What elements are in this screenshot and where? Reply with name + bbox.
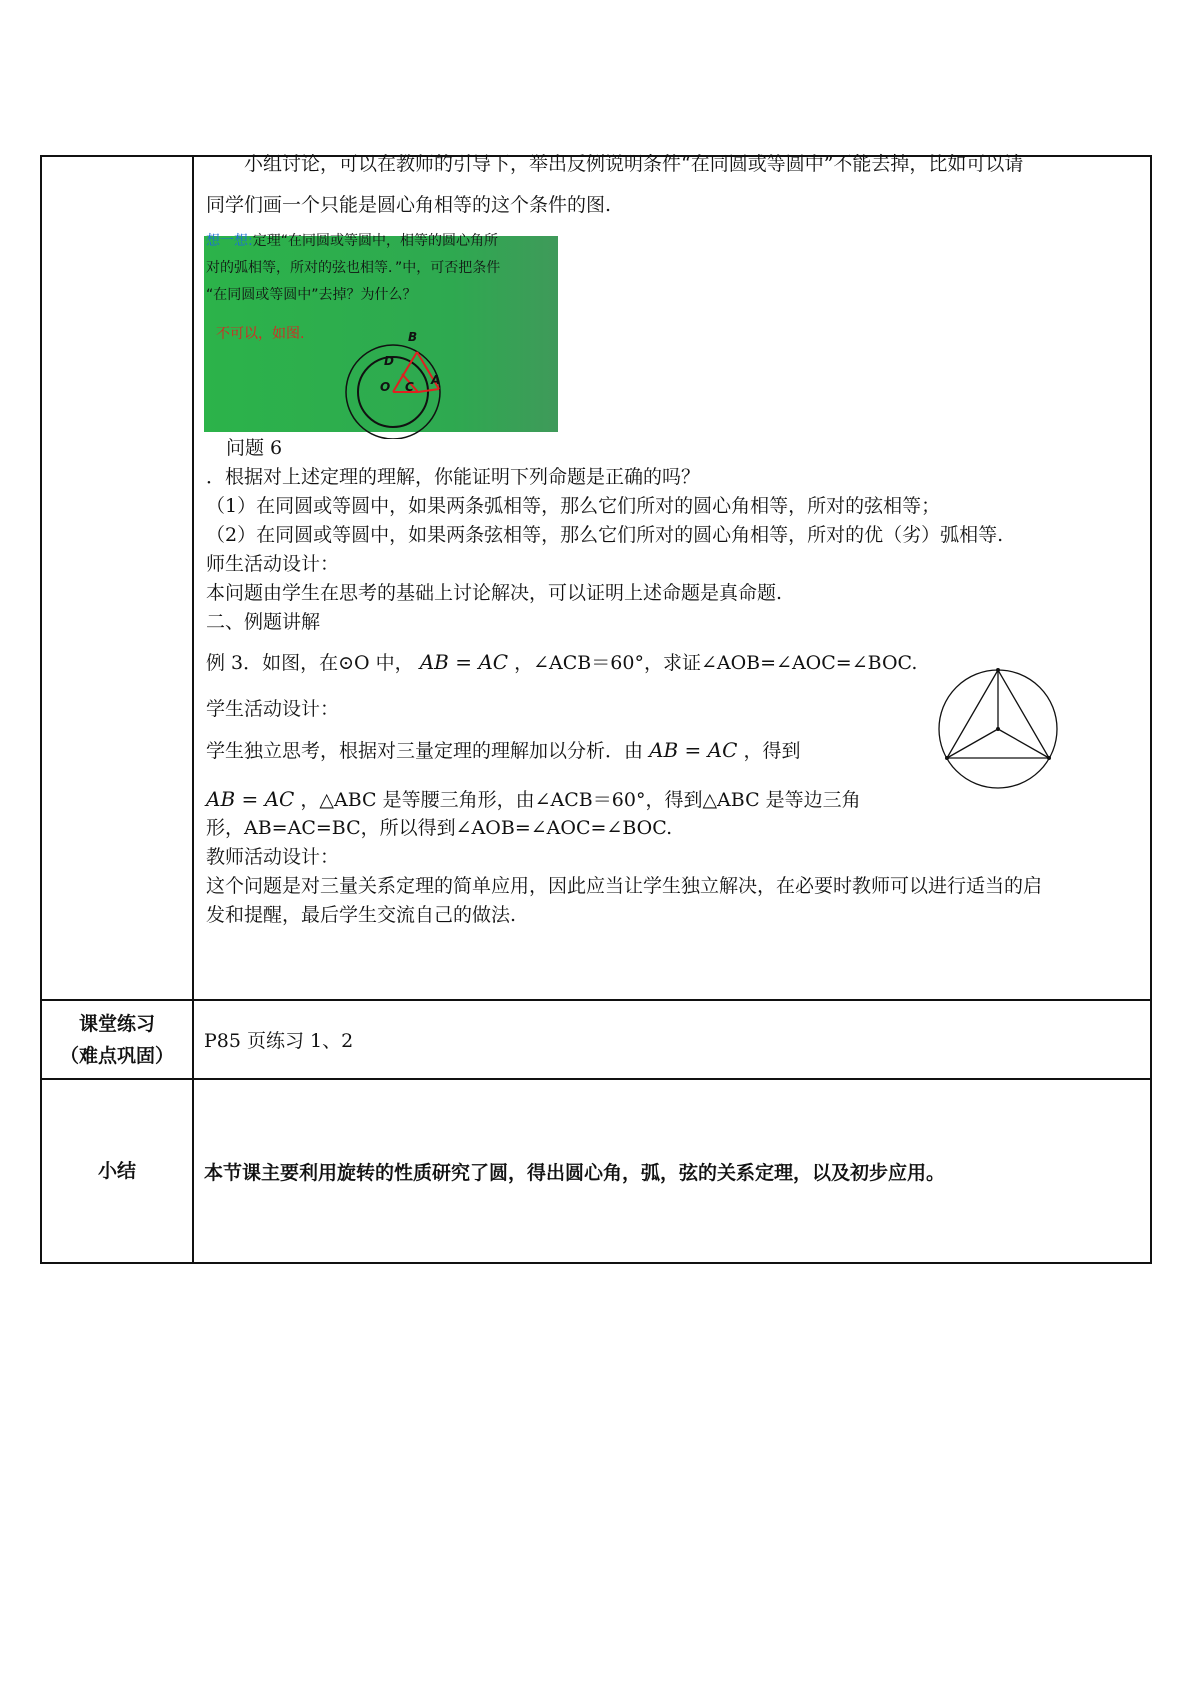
- slide-prompt-line-2: 对的弧相等，所对的弦也相等．”中，可否把条件: [206, 260, 501, 276]
- slide-prompt-line-3: “在同圆或等圆中”去掉？为什么？: [206, 287, 417, 303]
- example-3-math: AB = AC: [419, 650, 509, 674]
- lesson-plan-table: [40, 155, 1152, 1264]
- derive-line-2: 形，AB=AC=BC，所以得到∠AOB=∠AOC=∠BOC.: [206, 817, 673, 839]
- content-cell: [193, 153, 1151, 1000]
- slide-prompt-line-1: 想一想:定理“在同圆或等圆中，相等的圆心角所: [206, 233, 498, 249]
- slide-label-c: C: [405, 380, 414, 394]
- question-6-title: 问题 6: [226, 437, 283, 459]
- slide-prompt-label: 想一想:: [206, 233, 253, 249]
- summary-content-cell: [193, 1079, 1151, 1263]
- derive-math: AB = AC: [206, 787, 295, 811]
- design-text: 本问题由学生在思考的基础上讨论解决，可以证明上述命题是真命题.: [206, 582, 783, 604]
- question-6-item-1: （1）在同圆或等圆中，如果两条弧相等，那么它们所对的圆心角相等，所对的弦相等；: [206, 495, 941, 517]
- discussion-line-2: 同学们画一个只能是圆心角相等的这个条件的图.: [206, 194, 612, 216]
- practice-label-line-1: 课堂练习: [78, 1012, 155, 1035]
- example-3-figure: [934, 665, 1062, 795]
- question-6-text: ．根据对上述定理的理解，你能证明下列命题是正确的吗？: [206, 466, 701, 488]
- summary-content: 本节课主要利用旋转的性质研究了圆，得出圆心角，弧，弦的关系定理，以及初步应用。: [204, 1161, 946, 1184]
- example-3-line: 例 3．如图，在⊙O 中， AB = AC ，∠ACB＝60°，求证∠AOB=∠AOC=∠BOC.: [206, 650, 918, 674]
- practice-content: P85 页练习 1、2: [204, 1030, 354, 1052]
- figure-vertex-top: [996, 668, 1000, 672]
- summary-label-cell: [41, 1079, 193, 1263]
- student-math: AB = AC: [649, 738, 738, 762]
- slide-label-b: B: [408, 330, 418, 344]
- label-cell-empty: [41, 156, 193, 1000]
- discussion-line-1: 小组讨论，可以在教师的引导下，举出反例说明条件“在同圆或等圆中”不能去掉，比如可以请: [244, 153, 1024, 175]
- teacher-line-1: 这个问题是对三量关系定理的简单应用，因此应当让学生独立解决，在必要时教师可以进行适当的启: [206, 875, 1043, 897]
- figure-radius-b: [947, 729, 998, 758]
- slide-label-d: D: [384, 354, 394, 368]
- figure-vertex-right: [1047, 756, 1051, 760]
- table-row: [41, 156, 1151, 1000]
- question-6-item-2: （2）在同圆或等圆中，如果两条弦相等，那么它们所对的圆心角相等，所对的优（劣）弧相等.: [206, 524, 1004, 546]
- practice-label-cell: [41, 1000, 193, 1079]
- slide-label-o: O: [380, 380, 391, 394]
- slide-label-a: A: [431, 373, 441, 387]
- figure-vertex-left: [945, 756, 949, 760]
- section-2-heading: 二、例题讲解: [206, 611, 321, 633]
- design-label: 师生活动设计：: [206, 553, 340, 575]
- teacher-line-2: 发和提醒，最后学生交流自己的做法.: [206, 904, 517, 926]
- practice-label-line-2: （难点巩固）: [59, 1044, 174, 1067]
- summary-label: 小结: [97, 1160, 136, 1182]
- slide-answer: 不可以，如图.: [216, 326, 305, 342]
- student-text: 学生独立思考，根据对三量定理的理解加以分析．由 AB = AC ，得到: [206, 738, 801, 762]
- student-label: 学生活动设计：: [206, 698, 340, 720]
- table-row: [41, 1079, 1151, 1263]
- table-row: [41, 1000, 1151, 1079]
- teacher-label: 教师活动设计：: [206, 846, 340, 868]
- figure-center: [996, 727, 1000, 731]
- derive-line-1: AB = AC ，△ABC 是等腰三角形，由∠ACB＝60°，得到△ABC 是等边三角: [206, 787, 861, 811]
- practice-content-cell: [193, 1000, 1151, 1079]
- figure-radius-c: [998, 729, 1049, 758]
